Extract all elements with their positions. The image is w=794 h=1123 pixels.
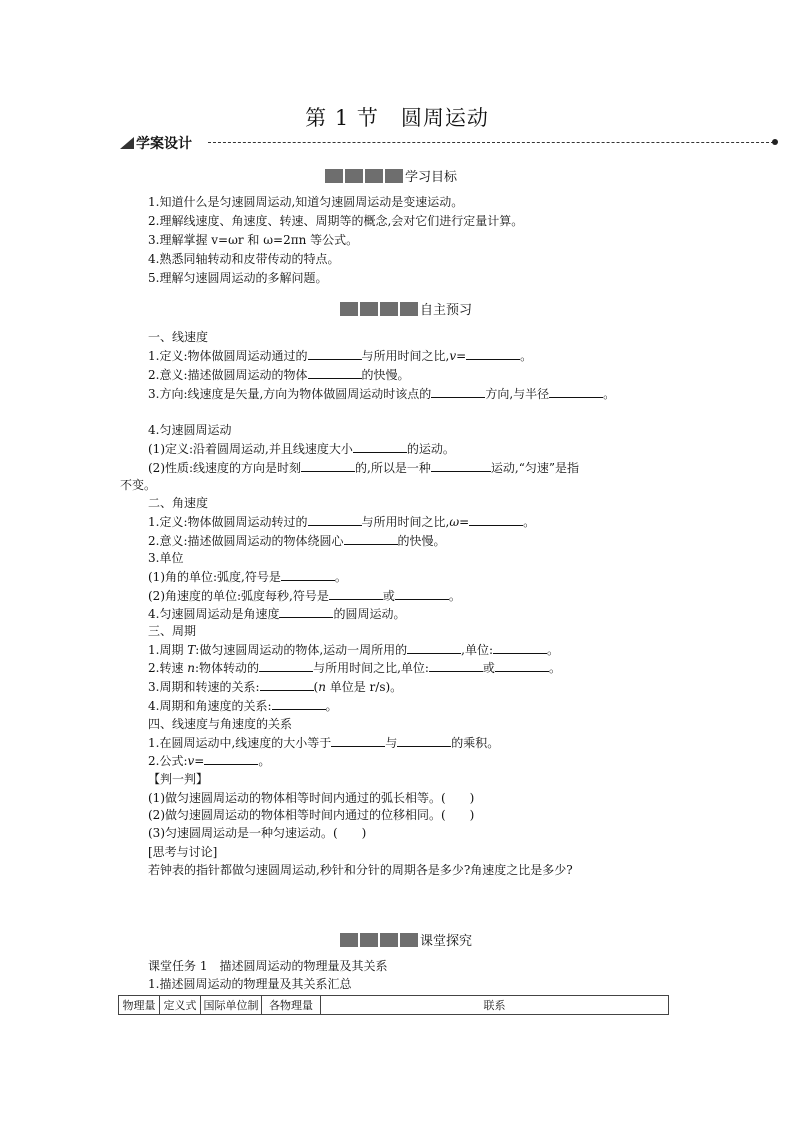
line-7: 1.定义:物体做圆周运动转过的 与所用时间之比,ω= 。	[148, 515, 536, 529]
judge-3: (3)匀速圆周运动是一种匀速运动。( )	[148, 826, 367, 840]
line-9: 3.单位	[148, 551, 184, 565]
line-18: 2.公式:v= 。	[148, 754, 271, 768]
table-header-cell: 联系	[321, 996, 669, 1015]
line-8: 2.意义:描述做圆周运动的物体绕圆心 的快慢。	[148, 534, 446, 548]
task-1-subheading: 1.描述圆周运动的物理量及其关系汇总	[148, 977, 352, 991]
line-15: 3.周期和转速的关系: (n 单位是 r/s)。	[148, 680, 403, 694]
line-2: 2.意义:描述做圆周运动的物体 的快慢。	[148, 368, 410, 382]
banner-explore: 课堂探究	[340, 930, 472, 949]
table-header-cell: 各物理量	[262, 996, 321, 1015]
discuss-heading: [思考与讨论]	[148, 845, 218, 859]
line-12: 4.匀速圆周运动是角速度 的圆周运动。	[148, 607, 406, 621]
heading-linear-velocity: 一、线速度	[148, 330, 209, 344]
heading-period: 三、周期	[148, 624, 197, 638]
line-16: 4.周期和角速度的关系: 。	[148, 699, 338, 713]
heading-relation: 四、线速度与角速度的关系	[148, 717, 293, 731]
line-10: (1)角的单位:弧度,符号是 。	[148, 570, 347, 584]
page-title: 第 1 节 圆周运动	[305, 106, 489, 130]
line-5: (1)定义:沿着圆周运动,并且线速度大小 的运动。	[148, 442, 455, 456]
objective-2: 2.理解线速度、角速度、转速、周期等的概念,会对它们进行定量计算。	[148, 214, 524, 228]
judge-2: (2)做匀速圆周运动的物体相等时间内通过的位移相同。( )	[148, 808, 475, 822]
discuss-question: 若钟表的指针都做匀速圆周运动,秒针和分针的周期各是多少?角速度之比是多少?	[148, 863, 573, 877]
objective-3: 3.理解掌握 v=ωr 和 ω=2πn 等公式。	[148, 233, 359, 247]
divider-end-dot	[772, 139, 778, 145]
triangle-icon	[120, 137, 134, 149]
banner-objectives: 学习目标	[325, 166, 457, 185]
banner-preview: 自主预习	[340, 299, 472, 318]
line-1: 1.定义:物体做圆周运动通过的 与所用时间之比,v= 。	[148, 349, 533, 363]
objective-5: 5.理解匀速圆周运动的多解问题。	[148, 271, 328, 285]
line-11: (2)角速度的单位:弧度每秒,符号是 或 。	[148, 589, 461, 603]
line-6-cont: 不变。	[120, 478, 157, 492]
objective-4: 4.熟悉同轴转动和皮带传动的特点。	[148, 252, 340, 266]
table-header-cell: 国际单位制	[201, 996, 262, 1015]
summary-table	[118, 995, 669, 1015]
dotted-divider	[208, 142, 774, 143]
section-header: 学案设计	[120, 133, 192, 153]
objective-1: 1.知道什么是匀速圆周运动,知道匀速圆周运动是变速运动。	[148, 195, 464, 209]
judge-1: (1)做匀速圆周运动的物体相等时间内通过的弧长相等。( )	[148, 791, 475, 805]
table-header-row	[119, 996, 669, 1015]
line-13: 1.周期 T:做匀速圆周运动的物体,运动一周所用的 ,单位: 。	[148, 643, 560, 657]
task-1-heading: 课堂任务 1 描述圆周运动的物理量及其关系	[148, 959, 388, 973]
judge-heading: 【判一判】	[148, 772, 209, 786]
table-header-cell: 定义式	[160, 996, 201, 1015]
line-6: (2)性质:线速度的方向是时刻 的,所以是一种 运动,“匀速”是指	[148, 461, 579, 475]
table-header-cell: 物理量	[119, 996, 160, 1015]
line-17: 1.在圆周运动中,线速度的大小等于 与 的乘积。	[148, 736, 500, 750]
line-14: 2.转速 n:物体转动的 与所用时间之比,单位: 或 。	[148, 661, 561, 675]
heading-angular-velocity: 二、角速度	[148, 496, 209, 510]
line-3: 3.方向:线速度是矢量,方向为物体做圆周运动时该点的 方向,与半径 。	[148, 387, 616, 401]
line-4: 4.匀速圆周运动	[148, 423, 232, 437]
